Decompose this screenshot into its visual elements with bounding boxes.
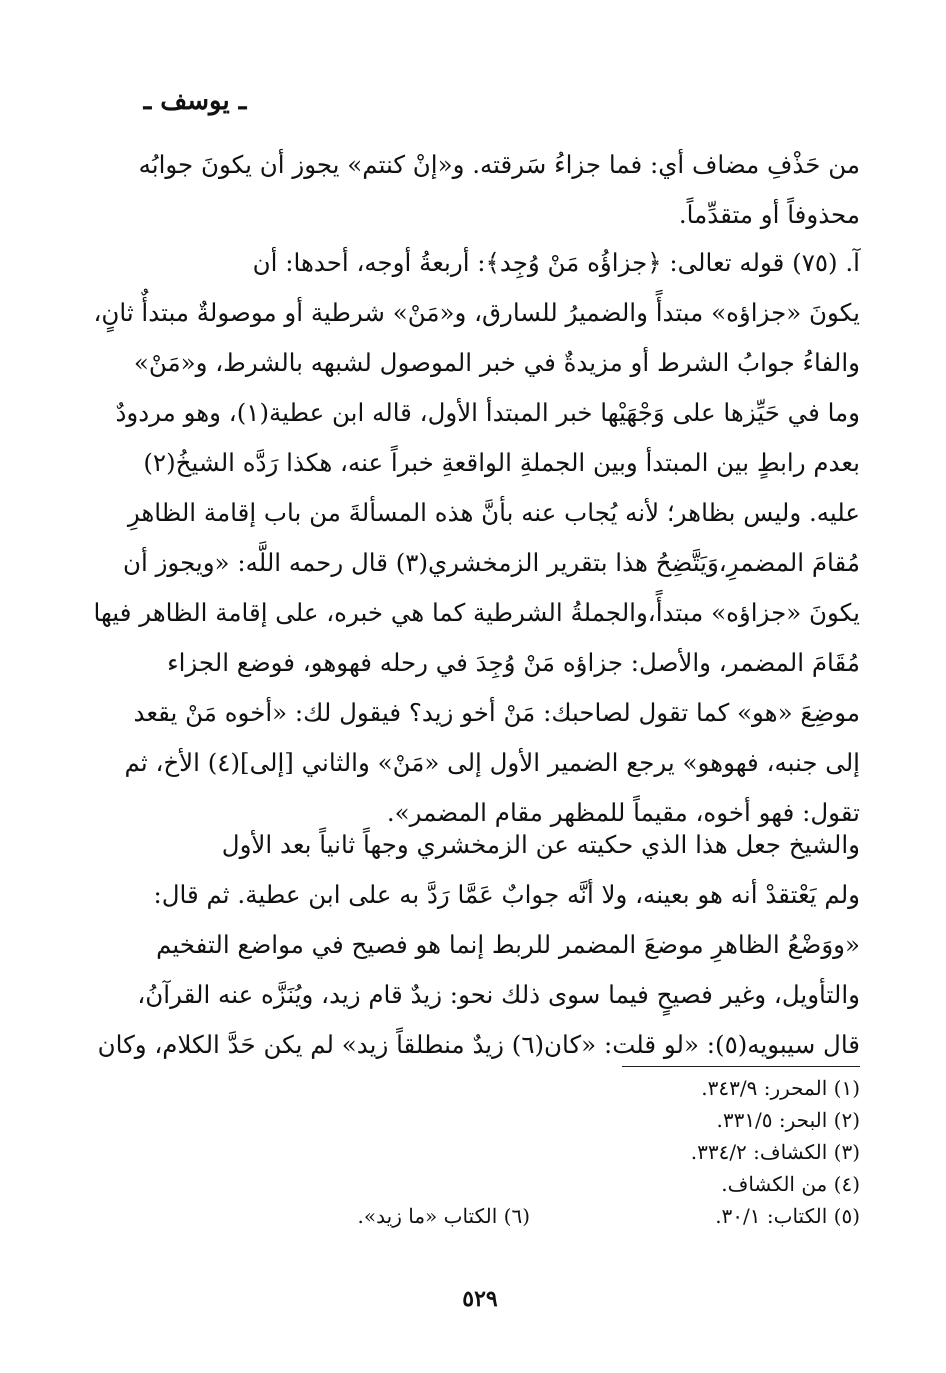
text-line: وما في حَيِّزها على وَجْهَيْها خبر المبتدأ الأول، قاله ابن عطية(١)، وهو مردودٌ [115,398,860,427]
text-line: إلى جنبه، فهوهو» يرجع الضمير الأول إلى «مَنْ» والثاني [إلى](٤) الأخ، ثم [124,748,860,777]
text-line: يكونَ «جزاؤه» مبتدأً والضميرُ للسارق، و«مَنْ» شرطية أو موصولةٌ مبتدأٌ ثانٍ، [93,298,860,327]
paragraph-3 [97,820,860,1070]
footnote-3: (٣) الكشاف: ٣٣٤/٢. [690,1140,860,1164]
text-line: من حَذْفِ مضاف أي: فما جزاءُ سَرقته. و«إنْ كنتم» يجوز أن يكونَ جوابُه [138,150,860,179]
text-line: بعدم رابطٍ بين المبتدأ وبين الجملةِ الواقعةِ خبراً عنه، هكذا رَدَّه الشيخُ(٢) [143,448,860,477]
text-line: والشيخ جعل هذا الذي حكيته عن الزمخشري وجهاً ثانياً بعد الأول [221,830,860,859]
footnote-1: (١) المحرر: ٣٤٣/٩. [701,1076,860,1100]
text-line: يكونَ «جزاؤه» مبتدأً،والجملةُ الشرطية كما هي خبره، على إقامة الظاهر فيها [93,598,860,627]
text-line: مُقامَ المضمرِ،وَيَتَّضِحُ هذا بتقرير الزمخشري(٣) قال رحمه اللَّه: «ويجوز أن [123,548,860,577]
footnote-separator [622,1066,860,1067]
text-line: عليه. وليس بظاهر؛ لأنه يُجاب عنه بأنَّ هذه المسألةَ من باب إقامة الظاهرِ [127,498,860,527]
text-line: «ووَضْعُ الظاهرِ موضعَ المضمر للربط إنما هو فصيح في مواضع التفخيم [156,930,860,959]
text-line: تقول: فهو أخوه، مقيماً للمظهر مقام المضمر». [386,798,860,827]
footnote-6: (٦) الكتاب «ما زيد». [357,1204,530,1228]
page-number: ٥٢٩ [462,1286,498,1312]
footnote-5: (٥) الكتاب: ٣٠/١. [715,1204,860,1228]
paragraph-2 [93,238,860,838]
text-line: محذوفاً أو متقدِّماً. [678,200,860,229]
footnote-2: (٢) البحر: ٣٣١/٥. [716,1108,860,1132]
text-line: آ. (٧٥) قوله تعالى: ﴿جزاؤُه مَنْ وُجِد﴾: أربعةُ أوجه، أحدها: أن [252,248,860,277]
text-line: والتأويل، وغير فصيحٍ فيما سوى ذلك نحو: زيدٌ قام زيد، ويُنَزَّه عنه القرآنُ، [137,980,860,1009]
running-header: ـ يوسف ـ [143,86,247,116]
footnotes [160,1072,860,1232]
text-line: ولم يَعْتقدْ أنه هو بعينه، ولا أنَّه جوابٌ عَمَّا رَدَّ به على ابن عطية. ثم قال: [153,880,860,909]
footnote-4: (٤) من الكشاف. [721,1172,860,1196]
text-line: والفاءُ جوابُ الشرط أو مزيدةٌ في خبر الموصول لشبهه بالشرط، و«مَنْ» [133,348,860,377]
text-line: قال سيبويه(٥): «لو قلت: «كان(٦) زيدٌ منطلقاً زيد» لم يكن حَدَّ الكلام، وكان [97,1030,860,1059]
paragraph-1 [138,140,860,240]
text-line: موضِعَ «هو» كما تقول لصاحبك: مَنْ أخو زيد؟ فيقول لك: «أخوه مَنْ يقعد [133,698,860,727]
text-line: مُقَامَ المضمر، والأصل: جزاؤه مَنْ وُجِدَ في رحله فهوهو، فوضع الجزاء [167,648,860,677]
footnote-row [160,1200,860,1232]
